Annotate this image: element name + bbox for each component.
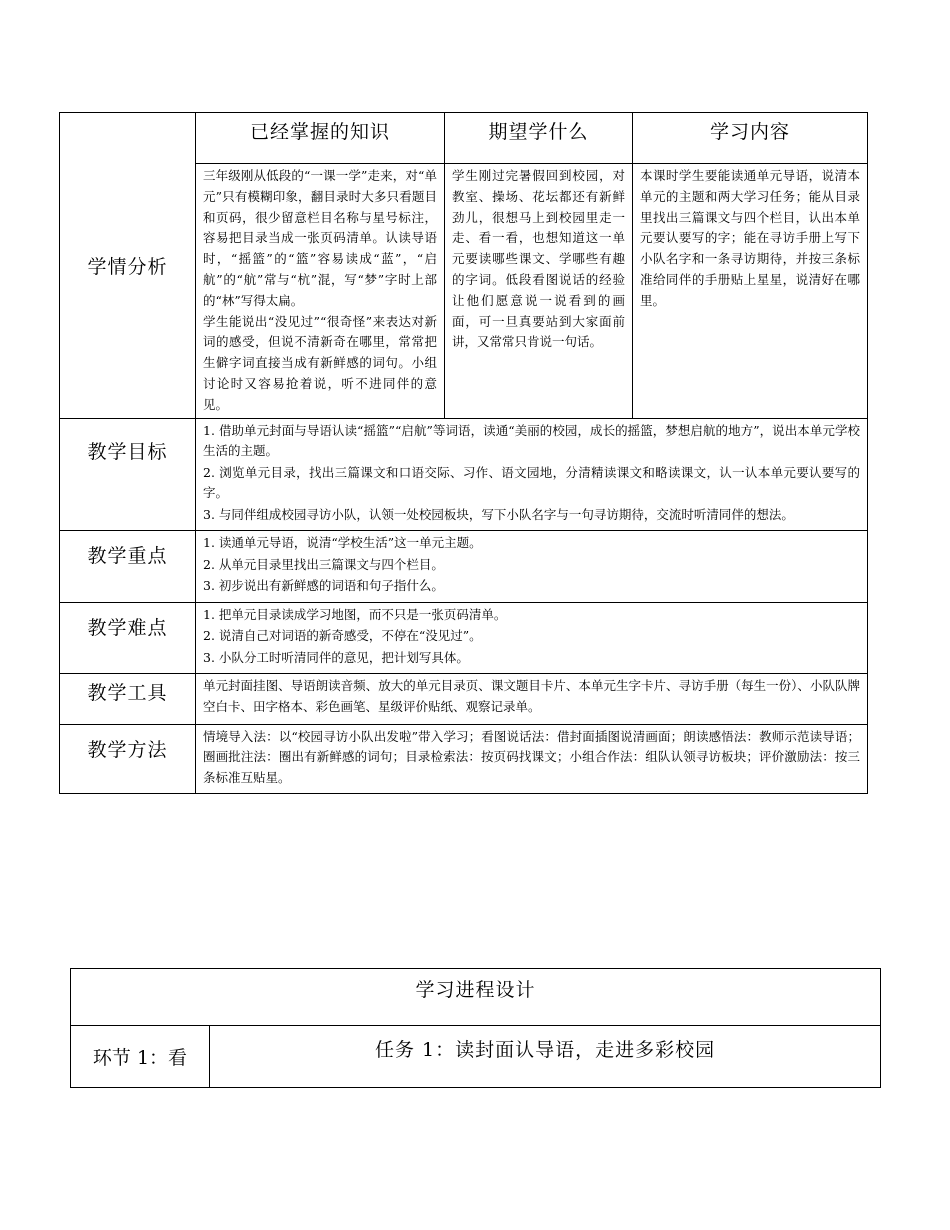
keypoints-cell	[196, 531, 868, 603]
goal-item: 1. 借助单元封面与导语认读“摇篮”“启航”等词语，读通“美丽的校园，成长的摇篮，梦想启航的地方”，说出本单元学校生活的主题。	[203, 422, 860, 459]
tools-row	[60, 674, 868, 725]
tools-cell: 单元封面挂图、导语朗读音频、放大的单元目录页、课文题目卡片、本单元生字卡片、寻访手册（每生一份）、小队队牌空白卡、田字格本、彩色画笔、星级评价贴纸、观察记录单。	[196, 674, 868, 725]
known-cell	[196, 164, 445, 419]
process-title: 学习进程设计	[71, 969, 881, 1026]
expect-cell: 学生刚过完暑假回到校园，对教室、操场、花坛都还有新鲜劲儿，很想马上到校园里走一走、看一看，也想知道这一单元要读哪些课文、学哪些有趣的字词。低段看图说话的经验让他们愿意说一说看到的画面，可一旦真要站到大家面前讲，又常常只肯说一句话。	[445, 164, 633, 419]
keypoint-item: 2. 从单元目录里找出三篇课文与四个栏目。	[203, 556, 444, 572]
goals-row	[60, 418, 868, 531]
known-paragraph-2: 学生能说出“没见过”“很奇怪”来表达对新词的感受，但说不清新奇在哪里，常常把生僻字词直接当成有新鲜感的词句。小组讨论时又容易抢着说，听不进同伴的意见。	[203, 313, 437, 412]
methods-label: 教学方法	[60, 724, 196, 793]
goals-label: 教学目标	[60, 418, 196, 531]
keypoints-label: 教学重点	[60, 531, 196, 603]
difficulties-cell	[196, 602, 868, 674]
difficulty-item: 3. 小队分工时听清同伴的意见，把计划写具体。	[203, 649, 469, 665]
methods-row	[60, 724, 868, 793]
header-content: 学习内容	[633, 113, 868, 164]
process-title-row	[71, 969, 881, 1026]
difficulties-label: 教学难点	[60, 602, 196, 674]
step-label: 环节 1：看	[71, 1026, 210, 1088]
keypoint-item: 1. 读通单元导语，说清“学校生活”这一单元主题。	[203, 535, 482, 551]
header-expect: 期望学什么	[445, 113, 633, 164]
header-known: 已经掌握的知识	[196, 113, 445, 164]
header-row	[60, 113, 868, 164]
keypoint-item: 3. 初步说出有新鲜感的词语和句子指什么。	[203, 578, 444, 594]
content-cell: 本课时学生要能读通单元导语，说清本单元的主题和两大学习任务；能从目录里找出三篇课文与四个栏目，认出本单元要认要写的字；能在寻访手册上写下小队名字和一条寻访期待，并按三条标准给同伴的手册贴上星星，说清好在哪里。	[633, 164, 868, 419]
analysis-label: 学情分析	[60, 113, 196, 419]
difficulty-item: 2. 说清自己对词语的新奇感受，不停在“没见过”。	[203, 628, 482, 644]
task-title: 任务 1：读封面认导语，走进多彩校园	[210, 1026, 881, 1088]
goal-item: 2. 浏览单元目录，找出三篇课文和口语交际、习作、语文园地，分清精读课文和略读课文，认一认本单元要认要写的字。	[203, 464, 860, 501]
goal-item: 3. 与同伴组成校园寻访小队，认领一处校园板块，写下小队名字与一句寻访期待，交流时听清同伴的想法。	[203, 506, 794, 522]
process-table	[70, 968, 881, 1088]
difficulty-item: 1. 把单元目录读成学习地图，而不只是一张页码清单。	[203, 606, 507, 622]
tools-label: 教学工具	[60, 674, 196, 725]
goals-cell	[196, 418, 868, 531]
keypoints-row	[60, 531, 868, 603]
known-paragraph-1: 三年级刚从低段的“一课一学”走来，对“单元”只有模糊印象，翻目录时大多只看题目和页码，很少留意栏目名称与星号标注，容易把目录当成一张页码清单。认读导语时，“摇篮”的“篮”容易读成“蓝”，“启航”的“航”常与“杭”混，写“梦”字时上部的“林”写得太扁。	[203, 168, 437, 308]
lesson-plan-table	[59, 112, 868, 794]
process-step-row	[71, 1026, 881, 1088]
methods-cell: 情境导入法：以“校园寻访小队出发啦”带入学习；看图说话法：借封面插图说清画面；朗读感悟法：教师示范读导语；圈画批注法：圈出有新鲜感的词句；目录检索法：按页码找课文；小组合作法：组队认领寻访板块；评价激励法：按三条标准互贴星。	[196, 724, 868, 793]
difficulties-row	[60, 602, 868, 674]
